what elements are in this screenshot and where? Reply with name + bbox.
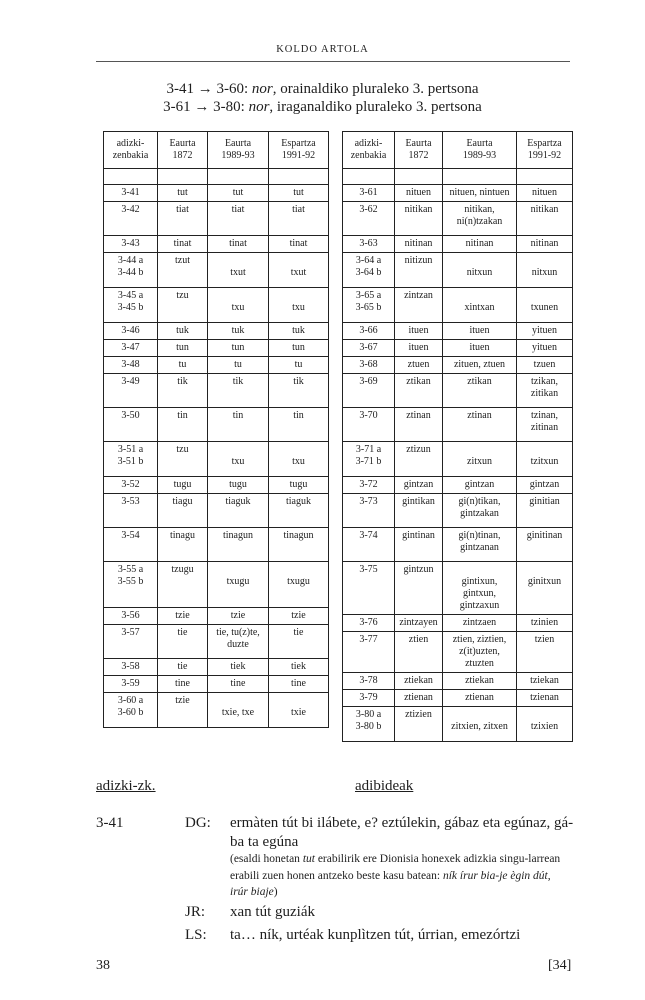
table-caption-line-2: 3-61 → 3-80: nor, iraganaldiko pluraleko 3. pertsona: [163, 99, 482, 115]
form-number-cell: 3-50: [104, 408, 158, 442]
verb-form-cell: tin: [158, 408, 208, 442]
column-header: Eaurta 1872: [395, 132, 443, 169]
form-number-cell: 3-67: [343, 340, 395, 357]
verb-form-cell: tin: [269, 408, 329, 442]
spacer-cell: [269, 169, 329, 185]
verb-form-cell: nitikan: [517, 202, 573, 236]
example-dg: ermàten tút bi ilábete, e? eztúlekin, gábaz eta egúnaz, gá- ba ta egúna: [230, 815, 574, 850]
verb-form-cell: ztien: [395, 632, 443, 673]
table-row: [104, 374, 329, 408]
verb-form-cell: tzitxun: [517, 442, 573, 477]
speaker-jr: JR:: [185, 904, 206, 920]
form-number-cell: 3-71 a 3-71 b: [343, 442, 395, 477]
table-row: [104, 659, 329, 676]
verb-form-cell: tzie: [158, 693, 208, 728]
form-number-cell: 3-76: [343, 615, 395, 632]
form-number-cell: 3-75: [343, 562, 395, 615]
verb-form-cell: tu: [158, 357, 208, 374]
verb-form-cell: tiek: [269, 659, 329, 676]
verb-form-cell: zintzan: [395, 288, 443, 323]
table-row: [104, 477, 329, 494]
verb-form-cell: nituen: [517, 185, 573, 202]
table-row: [104, 288, 329, 323]
form-number-cell: 3-59: [104, 676, 158, 693]
header-rule: [96, 61, 570, 62]
verb-form-cell: ituen: [395, 323, 443, 340]
verb-form-cell: txu: [208, 288, 269, 323]
verb-form-cell: tzinan, zitinan: [517, 408, 573, 442]
form-number-cell: 3-65 a 3-65 b: [343, 288, 395, 323]
verb-form-cell: nitikan: [395, 202, 443, 236]
form-number-cell: 3-41: [104, 185, 158, 202]
verb-form-cell: gintikan: [395, 494, 443, 528]
verb-form-cell: txu: [208, 442, 269, 477]
table-row: [343, 673, 573, 690]
form-number-cell: 3-80 a 3-80 b: [343, 707, 395, 742]
verb-form-cell: gintinan: [395, 528, 443, 562]
form-number-cell: 3-55 a 3-55 b: [104, 562, 158, 608]
table-row: [104, 202, 329, 236]
verb-form-cell: nituen: [395, 185, 443, 202]
form-number-cell: 3-49: [104, 374, 158, 408]
verb-form-cell: ztikan: [395, 374, 443, 408]
verb-form-cell: tzinien: [517, 615, 573, 632]
spacer-cell: [395, 169, 443, 185]
verb-form-cell: gintzan: [443, 477, 517, 494]
verb-form-cell: tinat: [269, 236, 329, 253]
verb-form-cell: txugu: [208, 562, 269, 608]
verb-form-cell: tzie: [158, 608, 208, 625]
verb-form-cell: tie: [158, 625, 208, 659]
verb-form-cell: tzut: [158, 253, 208, 288]
verb-form-cell: tiaguk: [269, 494, 329, 528]
form-number-cell: 3-43: [104, 236, 158, 253]
verb-form-cell: tzienan: [517, 690, 573, 707]
table-row: [104, 340, 329, 357]
verb-form-cell: tzixien: [517, 707, 573, 742]
form-number-cell: 3-77: [343, 632, 395, 673]
table-row: [343, 253, 573, 288]
table-row: [343, 615, 573, 632]
column-header: Eaurta 1989-93: [443, 132, 517, 169]
spacer-cell: [443, 169, 517, 185]
verb-form-cell: tik: [208, 374, 269, 408]
form-number-cell: 3-44 a 3-44 b: [104, 253, 158, 288]
verb-form-cell: tine: [208, 676, 269, 693]
table-row: [343, 562, 573, 615]
verb-form-cell: nitxun: [443, 253, 517, 288]
verb-form-cell: zituen, ztuen: [443, 357, 517, 374]
verb-table-left: [103, 131, 329, 728]
table-row: [104, 236, 329, 253]
running-head: KOLDO ARTOLA: [276, 44, 369, 55]
form-number-cell: 3-47: [104, 340, 158, 357]
verb-form-cell: ztiekan: [443, 673, 517, 690]
verb-form-cell: tun: [158, 340, 208, 357]
spacer-cell: [517, 169, 573, 185]
verb-form-cell: zintzaen: [443, 615, 517, 632]
column-header: Espartza 1991-92: [269, 132, 329, 169]
verb-form-cell: xintxan: [443, 288, 517, 323]
form-number-cell: 3-68: [343, 357, 395, 374]
table-row: [343, 477, 573, 494]
example-number: 3-41: [96, 815, 124, 831]
verb-form-cell: gi(n)tinan, gintzanan: [443, 528, 517, 562]
form-number-cell: 3-58: [104, 659, 158, 676]
verb-form-cell: tiat: [208, 202, 269, 236]
verb-form-cell: ituen: [443, 323, 517, 340]
section-label-examples: adibideak: [355, 778, 414, 794]
table-row: [343, 707, 573, 742]
verb-form-cell: ztizun: [395, 442, 443, 477]
verb-form-cell: tzu: [158, 442, 208, 477]
verb-form-cell: tiagu: [158, 494, 208, 528]
form-number-cell: 3-62: [343, 202, 395, 236]
verb-form-cell: zitxien, zitxen: [443, 707, 517, 742]
original-page-number: [34]: [548, 958, 572, 973]
verb-form-cell: tu: [208, 357, 269, 374]
verb-form-cell: tiat: [158, 202, 208, 236]
verb-form-cell: nitxun: [517, 253, 573, 288]
verb-form-cell: ztiekan: [395, 673, 443, 690]
verb-form-cell: tie: [158, 659, 208, 676]
column-header: adizki- zenbakia: [343, 132, 395, 169]
spacer-cell: [158, 169, 208, 185]
verb-form-cell: tut: [208, 185, 269, 202]
table-row: [104, 323, 329, 340]
verb-form-cell: tine: [269, 676, 329, 693]
verb-form-cell: ztinan: [443, 408, 517, 442]
verb-form-cell: tinagun: [269, 528, 329, 562]
table-row: [104, 693, 329, 728]
verb-form-cell: nituen, nintuen: [443, 185, 517, 202]
verb-form-cell: nitinan: [443, 236, 517, 253]
form-number-cell: 3-79: [343, 690, 395, 707]
verb-form-cell: yituen: [517, 323, 573, 340]
form-number-cell: 3-46: [104, 323, 158, 340]
table-row: [104, 608, 329, 625]
verb-form-cell: tiek: [208, 659, 269, 676]
verb-form-cell: nitinan: [517, 236, 573, 253]
verb-form-cell: ginitian: [517, 494, 573, 528]
verb-form-cell: ztuen: [395, 357, 443, 374]
table-row: [343, 632, 573, 673]
table-row: [104, 442, 329, 477]
speaker-dg: DG:: [185, 815, 211, 831]
table-header-row: [343, 132, 573, 169]
verb-form-cell: tie: [269, 625, 329, 659]
table-row: [104, 562, 329, 608]
verb-form-cell: tinagu: [158, 528, 208, 562]
spacer-row: [343, 169, 573, 185]
verb-form-cell: tuk: [158, 323, 208, 340]
verb-form-cell: ztinan: [395, 408, 443, 442]
verb-form-cell: tine: [158, 676, 208, 693]
form-number-cell: 3-66: [343, 323, 395, 340]
verb-form-cell: txut: [208, 253, 269, 288]
form-number-cell: 3-52: [104, 477, 158, 494]
verb-form-cell: tie, tu(z)te, duzte: [208, 625, 269, 659]
verb-form-cell: txunen: [517, 288, 573, 323]
verb-table-right: [342, 131, 573, 742]
form-number-cell: 3-69: [343, 374, 395, 408]
verb-form-cell: tut: [269, 185, 329, 202]
verb-form-cell: tugu: [208, 477, 269, 494]
form-number-cell: 3-57: [104, 625, 158, 659]
form-number-cell: 3-74: [343, 528, 395, 562]
verb-form-cell: txu: [269, 288, 329, 323]
verb-form-cell: ztien, ziztien, z(it)uzten, ztuzten: [443, 632, 517, 673]
verb-form-cell: gintzun: [395, 562, 443, 615]
verb-form-cell: ztienan: [395, 690, 443, 707]
verb-form-cell: ginitinan: [517, 528, 573, 562]
verb-form-cell: tik: [269, 374, 329, 408]
section-label-numbers: adizki-zk.: [96, 778, 156, 794]
spacer-cell: [104, 169, 158, 185]
verb-form-cell: tzuen: [517, 357, 573, 374]
verb-form-cell: zintzayen: [395, 615, 443, 632]
table-row: [104, 253, 329, 288]
page-number: 38: [96, 958, 110, 973]
table-row: [343, 357, 573, 374]
column-header: Eaurta 1872: [158, 132, 208, 169]
verb-form-cell: txie: [269, 693, 329, 728]
verb-form-cell: txu: [269, 442, 329, 477]
verb-form-cell: tzien: [517, 632, 573, 673]
column-header: Espartza 1991-92: [517, 132, 573, 169]
table-row: [343, 202, 573, 236]
verb-form-cell: tzikan, zitikan: [517, 374, 573, 408]
verb-form-cell: yituen: [517, 340, 573, 357]
table-row: [343, 690, 573, 707]
verb-form-cell: txut: [269, 253, 329, 288]
form-number-cell: 3-72: [343, 477, 395, 494]
spacer-cell: [343, 169, 395, 185]
verb-form-cell: gintzan: [395, 477, 443, 494]
table-row: [104, 357, 329, 374]
verb-form-cell: nitizun: [395, 253, 443, 288]
verb-form-cell: ztizien: [395, 707, 443, 742]
verb-form-cell: tin: [208, 408, 269, 442]
verb-form-cell: tut: [158, 185, 208, 202]
form-number-cell: 3-61: [343, 185, 395, 202]
example-jr: xan tút guziák: [230, 904, 315, 920]
verb-form-cell: tun: [269, 340, 329, 357]
form-number-cell: 3-70: [343, 408, 395, 442]
table-row: [343, 408, 573, 442]
verb-form-cell: tziekan: [517, 673, 573, 690]
form-number-cell: 3-54: [104, 528, 158, 562]
example-ls: ta… ník, urtéak kunplìtzen tút, úrrian, emezórtzi: [230, 927, 521, 943]
form-number-cell: 3-51 a 3-51 b: [104, 442, 158, 477]
verb-form-cell: ztienan: [443, 690, 517, 707]
verb-form-cell: gintzan: [517, 477, 573, 494]
verb-form-cell: tiaguk: [208, 494, 269, 528]
table-header-row: [104, 132, 329, 169]
verb-form-cell: tinat: [158, 236, 208, 253]
column-header: Eaurta 1989-93: [208, 132, 269, 169]
verb-form-cell: tu: [269, 357, 329, 374]
verb-form-cell: tiat: [269, 202, 329, 236]
verb-form-cell: tik: [158, 374, 208, 408]
table-row: [104, 185, 329, 202]
table-row: [343, 494, 573, 528]
verb-form-cell: gintixun, gintxun, gintzaxun: [443, 562, 517, 615]
verb-form-cell: tzugu: [158, 562, 208, 608]
verb-form-cell: txugu: [269, 562, 329, 608]
table-row: [104, 494, 329, 528]
example-note: (esaldi honetan tut erabilirik ere Dionisia honexek adizkia singu-larrean erabili zuen honen antzeko beste kasu batean: ník írur bia-je ègin dút, irúr biaje): [230, 853, 561, 898]
form-number-cell: 3-53: [104, 494, 158, 528]
verb-form-cell: tzie: [208, 608, 269, 625]
verb-form-cell: tuk: [208, 323, 269, 340]
verb-form-cell: tzie: [269, 608, 329, 625]
form-number-cell: 3-73: [343, 494, 395, 528]
verb-form-cell: tinat: [208, 236, 269, 253]
verb-form-cell: tugu: [269, 477, 329, 494]
table-row: [343, 236, 573, 253]
spacer-cell: [208, 169, 269, 185]
form-number-cell: 3-45 a 3-45 b: [104, 288, 158, 323]
spacer-row: [104, 169, 329, 185]
form-number-cell: 3-63: [343, 236, 395, 253]
verb-form-cell: nitikan, ni(n)tzakan: [443, 202, 517, 236]
table-row: [343, 185, 573, 202]
verb-form-cell: tugu: [158, 477, 208, 494]
table-row: [343, 528, 573, 562]
verb-form-cell: gi(n)tikan, gintzakan: [443, 494, 517, 528]
verb-form-cell: ituen: [395, 340, 443, 357]
verb-form-cell: tuk: [269, 323, 329, 340]
verb-form-cell: tinagun: [208, 528, 269, 562]
table-row: [343, 442, 573, 477]
table-row: [104, 528, 329, 562]
table-row: [343, 288, 573, 323]
table-row: [343, 323, 573, 340]
table-row: [343, 340, 573, 357]
verb-form-cell: ztikan: [443, 374, 517, 408]
form-number-cell: 3-60 a 3-60 b: [104, 693, 158, 728]
table-row: [104, 625, 329, 659]
verb-form-cell: zitxun: [443, 442, 517, 477]
verb-form-cell: txie, txe: [208, 693, 269, 728]
table-row: [104, 408, 329, 442]
speaker-ls: LS:: [185, 927, 207, 943]
verb-form-cell: ginitxun: [517, 562, 573, 615]
verb-form-cell: nitinan: [395, 236, 443, 253]
verb-form-cell: ituen: [443, 340, 517, 357]
form-number-cell: 3-48: [104, 357, 158, 374]
form-number-cell: 3-64 a 3-64 b: [343, 253, 395, 288]
table-row: [343, 374, 573, 408]
table-row: [104, 676, 329, 693]
verb-form-cell: tzu: [158, 288, 208, 323]
form-number-cell: 3-78: [343, 673, 395, 690]
verb-form-cell: tun: [208, 340, 269, 357]
form-number-cell: 3-56: [104, 608, 158, 625]
table-caption-line-1: 3-41 → 3-60: nor, orainaldiko pluraleko 3. pertsona: [166, 81, 479, 97]
column-header: adizki- zenbakia: [104, 132, 158, 169]
form-number-cell: 3-42: [104, 202, 158, 236]
